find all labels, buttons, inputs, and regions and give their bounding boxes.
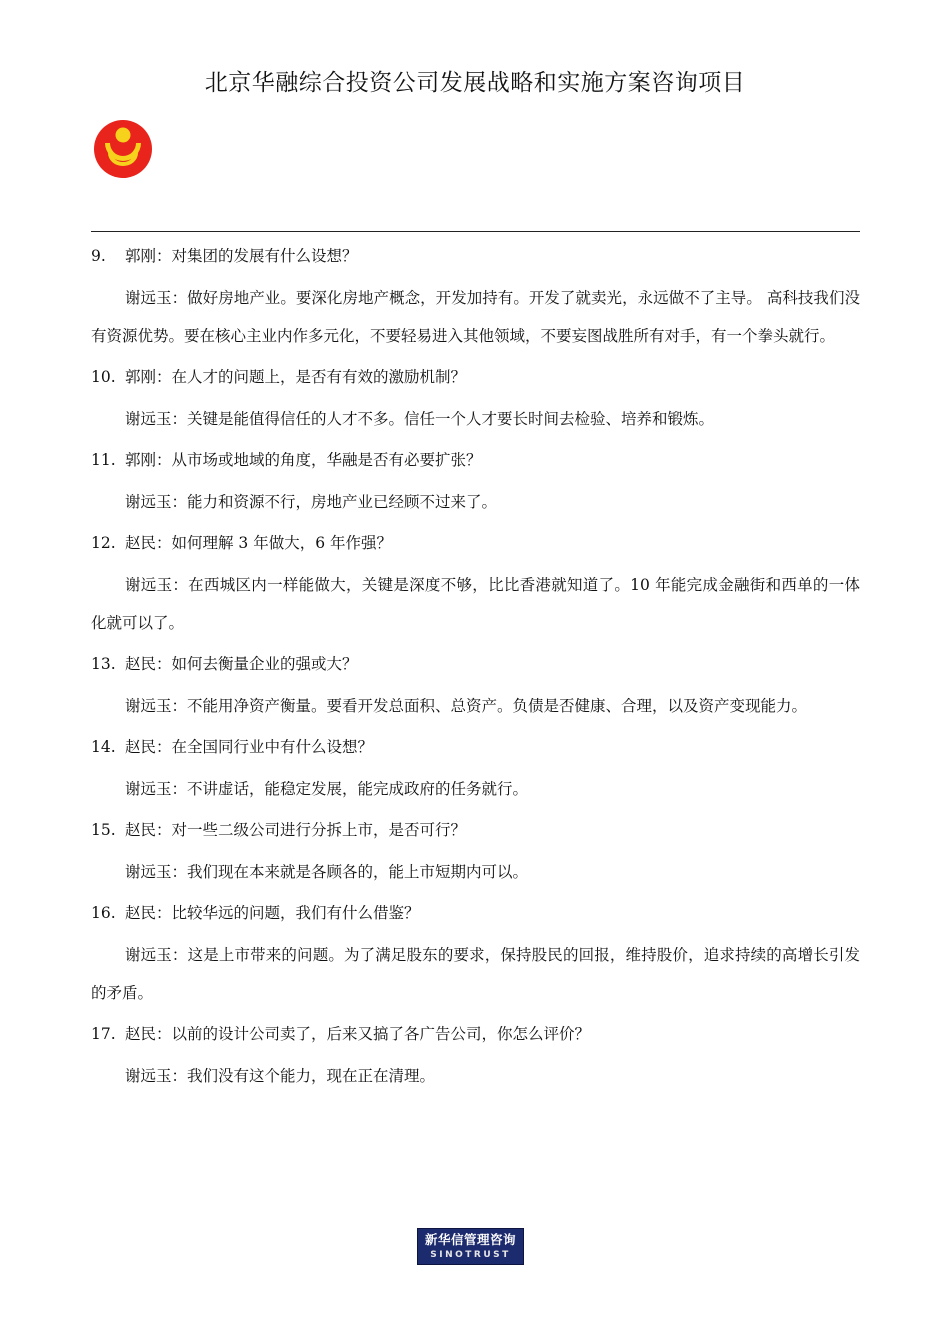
question-number: 9. <box>91 247 106 265</box>
question-text: 赵民：如何去衡量企业的强或大？ <box>125 655 358 673</box>
question <box>91 444 860 473</box>
question-number: 14. <box>91 738 116 756</box>
answer: 谢远玉：这是上市带来的问题。为了满足股东的要求，保持股民的回报，维持股价，追求持续的高增长引发的矛盾。 <box>91 946 860 1002</box>
question <box>91 240 860 269</box>
qa-block <box>91 444 860 527</box>
question-text: 郭刚：在人才的问题上，是否有有效的激励机制？ <box>125 368 467 386</box>
question-number: 15. <box>91 821 116 839</box>
question-text: 赵民：在全国同行业中有什么设想？ <box>125 738 374 756</box>
answer: 谢远玉：做好房地产业。要深化房地产概念，开发加持有。开发了就卖光，永远做不了主导。 高科技我们没有资源优势。要在核心主业内作多元化，不要轻易进入其他领域，不要妄图战胜所有对手，有一个拳头就行。 <box>91 289 860 345</box>
qa-block <box>91 1018 860 1101</box>
question-number: 16. <box>91 904 116 922</box>
question-text: 郭刚：对集团的发展有什么设想？ <box>125 247 358 265</box>
answer: 谢远玉：关键是能值得信任的人才不多。信任一个人才要长时间去检验、培养和锻炼。 <box>125 410 715 428</box>
page-title: 北京华融综合投资公司发展战略和实施方案咨询项目 <box>204 70 746 96</box>
question <box>91 1018 860 1047</box>
qa-block <box>91 240 860 361</box>
qa-block <box>91 897 860 1018</box>
qa-block <box>91 731 860 814</box>
question-number: 10. <box>91 368 116 386</box>
qa-block <box>91 648 860 731</box>
question <box>91 814 860 843</box>
header-divider <box>91 231 860 232</box>
answer: 谢远玉：我们现在本来就是各顾各的，能上市短期内可以。 <box>125 863 529 881</box>
answer: 谢远玉：不讲虚话，能稳定发展，能完成政府的任务就行。 <box>125 780 529 798</box>
answer: 谢远玉：我们没有这个能力，现在正在清理。 <box>125 1067 436 1085</box>
question-text: 郭刚：从市场或地域的角度，华融是否有必要扩张？ <box>125 451 482 469</box>
question <box>91 361 860 390</box>
question-number: 11. <box>91 451 116 469</box>
question-text: 赵民：对一些二级公司进行分拆上市，是否可行？ <box>125 821 467 839</box>
qa-block <box>91 527 860 648</box>
question-text: 赵民：以前的设计公司卖了，后来又搞了各广告公司，你怎么评价？ <box>125 1025 591 1043</box>
interview-content <box>91 240 860 1101</box>
company-logo-icon <box>93 119 153 179</box>
question <box>91 897 860 926</box>
question <box>91 527 860 556</box>
sinotrust-logo <box>417 1228 524 1265</box>
question-text: 赵民：比较华远的问题，我们有什么借鉴？ <box>125 904 420 922</box>
qa-block <box>91 361 860 444</box>
question-text: 赵民：如何理解 3 年做大，6 年作强？ <box>125 534 393 552</box>
answer: 谢远玉：能力和资源不行，房地产业已经顾不过来了。 <box>125 493 498 511</box>
question-number: 12. <box>91 534 116 552</box>
question-number: 13. <box>91 655 116 673</box>
question <box>91 731 860 760</box>
footer-logo-en: SINOTRUST <box>430 1250 511 1260</box>
question-number: 17. <box>91 1025 116 1043</box>
qa-block <box>91 814 860 897</box>
answer: 谢远玉：在西城区内一样能做大，关键是深度不够，比比香港就知道了。10 年能完成金融街和西单的一体化就可以了。 <box>91 576 860 632</box>
question <box>91 648 860 677</box>
answer: 谢远玉：不能用净资产衡量。要看开发总面积、总资产。负债是否健康、合理，以及资产变现能力。 <box>125 697 808 715</box>
footer-logo-cn: 新华信管理咨询 <box>424 1232 516 1247</box>
